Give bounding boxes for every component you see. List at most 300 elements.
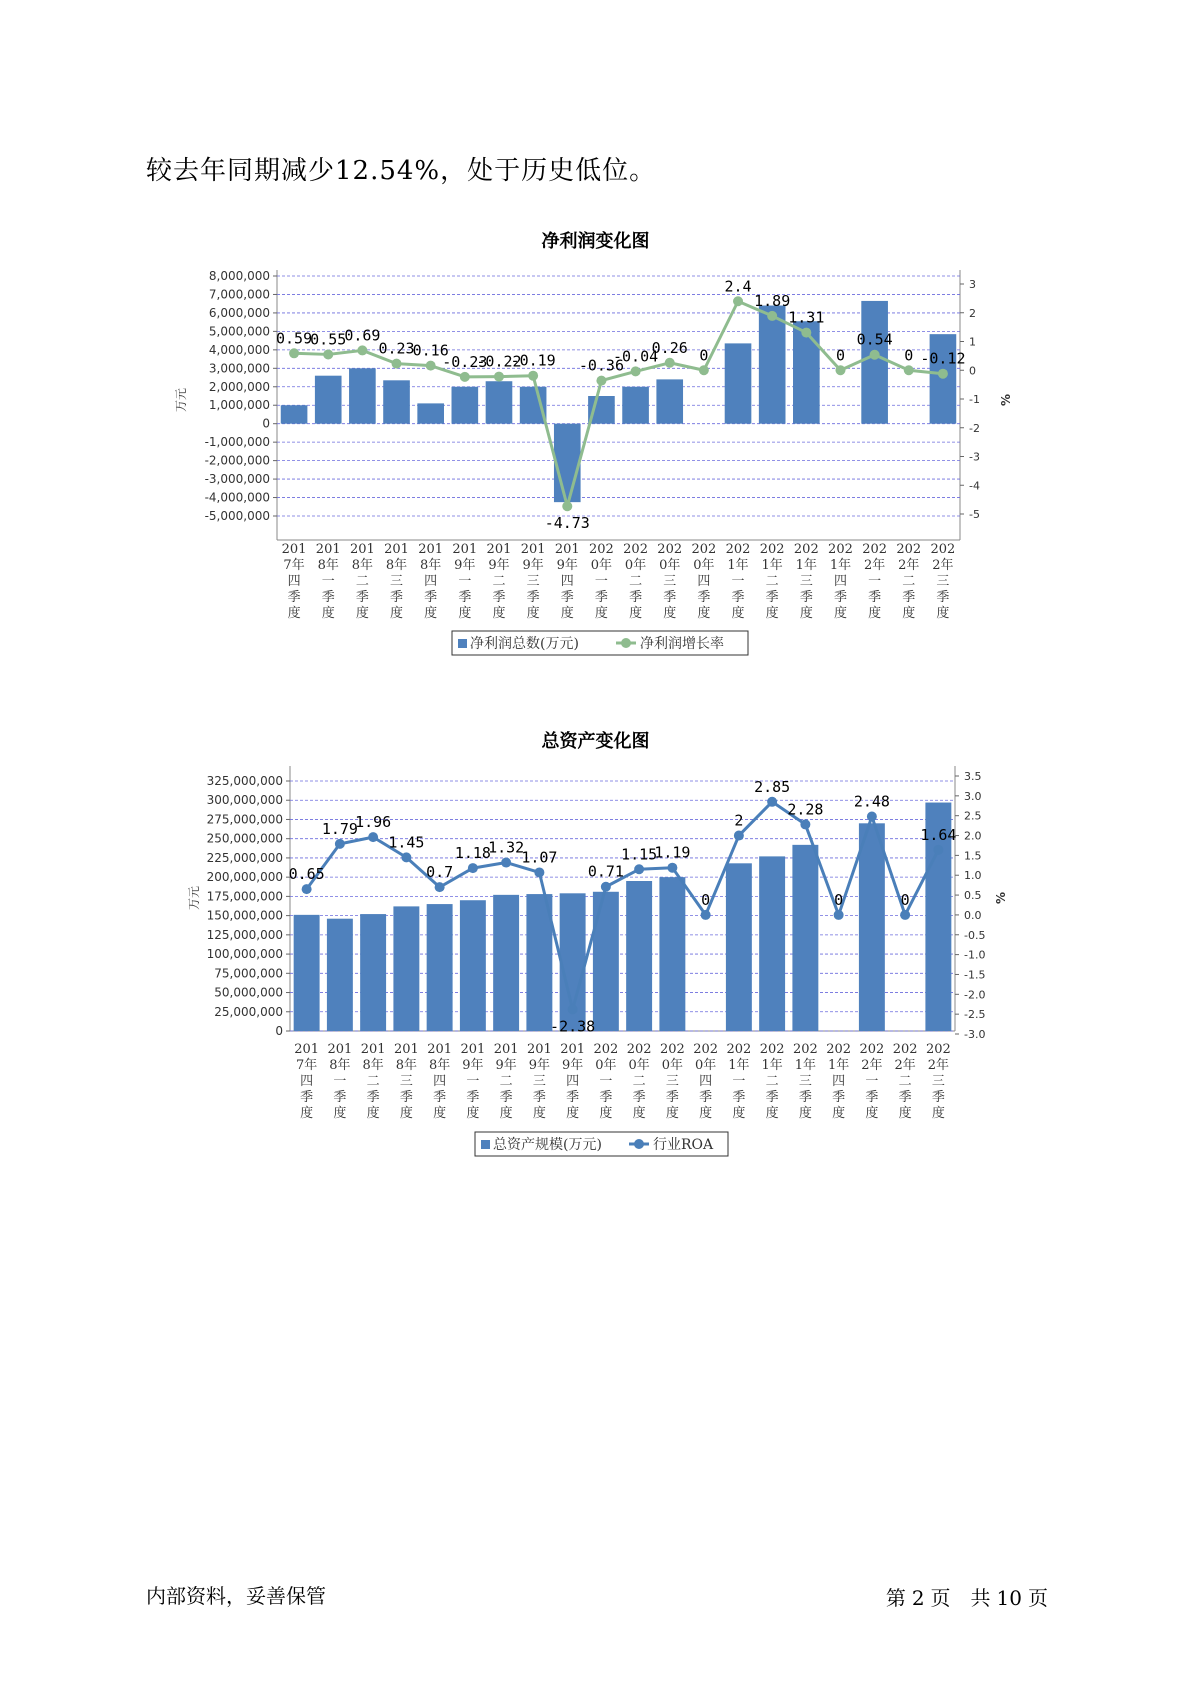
data-label: 1.45 xyxy=(388,833,425,852)
x-tick-label: 季 xyxy=(832,1090,846,1105)
data-label: 1.79 xyxy=(321,819,358,838)
y-tick-label: 4,000,000 xyxy=(208,342,270,357)
line-point xyxy=(835,365,845,375)
x-tick-label: 度 xyxy=(629,606,643,621)
line-point xyxy=(528,371,538,381)
x-tick-label: 三 xyxy=(532,1074,546,1089)
x-tick-label: 201 xyxy=(384,542,409,557)
x-tick-label: 度 xyxy=(433,1106,447,1121)
x-tick-label: 201 xyxy=(560,1042,586,1057)
x-tick-label: 一 xyxy=(865,1074,879,1089)
y-tick-label: 3,000,000 xyxy=(208,361,270,376)
x-tick-label: 度 xyxy=(390,606,404,621)
data-label: 0.7 xyxy=(426,863,454,882)
x-tick-label: 0年 xyxy=(628,1058,650,1073)
x-tick-label: 三 xyxy=(665,1074,679,1089)
data-label: 0 xyxy=(900,890,910,909)
page-current: 2 xyxy=(911,1586,925,1610)
y-tick-label: 50,000,000 xyxy=(214,985,283,1000)
bar xyxy=(417,403,444,423)
bar xyxy=(659,877,685,1031)
y2-axis-title: % xyxy=(999,393,1013,407)
y-tick-label: 150,000,000 xyxy=(206,908,283,923)
page-mid: 页 共 xyxy=(930,1586,991,1610)
x-tick-label: 202 xyxy=(593,1042,619,1057)
x-tick-label: 度 xyxy=(355,606,369,621)
x-tick-label: 三 xyxy=(399,1074,413,1089)
y2-tick-label: -2 xyxy=(969,421,980,435)
x-tick-label: 201 xyxy=(526,1042,552,1057)
x-tick-label: 度 xyxy=(466,1106,480,1121)
x-tick-label: 8年 xyxy=(385,558,408,573)
x-tick-label: 0年 xyxy=(693,558,715,573)
bar xyxy=(360,914,386,1031)
bar xyxy=(593,892,619,1031)
y2-axis-title: % xyxy=(994,891,1008,905)
x-tick-label: 201 xyxy=(427,1042,453,1057)
y2-tick-label: 3 xyxy=(969,278,976,291)
x-tick-label: 三 xyxy=(663,574,677,589)
x-tick-label: 9年 xyxy=(556,558,578,573)
line-point xyxy=(900,910,910,920)
line-point xyxy=(667,863,677,873)
x-tick-label: 度 xyxy=(902,606,916,621)
bar xyxy=(349,368,376,423)
x-tick-label: 季 xyxy=(566,1090,580,1105)
line-point xyxy=(699,365,709,375)
x-tick-label: 201 xyxy=(493,1042,519,1057)
y-tick-label: 8,000,000 xyxy=(208,269,270,283)
x-tick-label: 9年 xyxy=(454,558,476,573)
data-label: 0.26 xyxy=(651,338,688,357)
y-tick-label: -1,000,000 xyxy=(204,435,270,450)
x-tick-label: 202 xyxy=(930,542,956,557)
x-tick-label: 度 xyxy=(499,1106,513,1121)
x-tick-label: 202 xyxy=(793,542,819,557)
x-tick-label: 一 xyxy=(321,574,335,589)
line-point xyxy=(460,372,470,382)
x-tick-label: 度 xyxy=(898,1106,912,1121)
data-label: 2 xyxy=(734,811,744,830)
x-tick-label: 201 xyxy=(393,1042,419,1057)
y2-tick-label: 0.0 xyxy=(964,908,982,922)
line-point xyxy=(767,311,777,321)
x-tick-label: 9年 xyxy=(488,558,510,573)
x-tick-label: 201 xyxy=(520,542,546,557)
x-tick-label: 2年 xyxy=(898,558,920,573)
x-tick-label: 9年 xyxy=(462,1058,484,1073)
x-tick-label: 四 xyxy=(833,574,847,589)
data-label: 2.85 xyxy=(754,777,791,796)
y-tick-label: 75,000,000 xyxy=(214,966,283,981)
y-tick-label: 25,000,000 xyxy=(214,1004,283,1019)
data-label: 0.69 xyxy=(344,326,381,345)
y2-tick-label: 1 xyxy=(969,335,976,349)
x-tick-label: 一 xyxy=(731,574,745,589)
y-tick-label: 125,000,000 xyxy=(206,927,283,942)
page-total: 10 xyxy=(996,1586,1022,1610)
y-tick-label: 250,000,000 xyxy=(206,831,283,846)
line-point xyxy=(938,369,948,379)
data-label: 0.55 xyxy=(310,330,347,349)
x-tick-label: 201 xyxy=(315,542,341,557)
bar xyxy=(859,823,885,1031)
bar xyxy=(759,306,786,424)
x-tick-label: 202 xyxy=(925,1042,951,1057)
x-tick-label: 季 xyxy=(355,590,369,605)
y2-tick-label: 1.0 xyxy=(964,869,982,883)
bar xyxy=(452,387,479,424)
legend-label: 总资产规模(万元) xyxy=(493,1137,602,1153)
line-point xyxy=(302,884,312,894)
y-tick-label: 0 xyxy=(275,1024,283,1038)
data-label: -0.22 xyxy=(476,352,522,371)
x-tick-label: 度 xyxy=(868,606,882,621)
x-tick-label: 201 xyxy=(452,542,478,557)
bar xyxy=(493,895,519,1031)
data-label: 1.19 xyxy=(654,843,691,862)
x-tick-label: 202 xyxy=(896,542,922,557)
y-tick-label: 175,000,000 xyxy=(206,889,283,904)
x-tick-label: 度 xyxy=(799,606,813,621)
data-label: 1.96 xyxy=(355,813,392,832)
x-tick-label: 度 xyxy=(865,1106,879,1121)
legend-swatch-point xyxy=(621,638,631,648)
line-point xyxy=(933,845,943,855)
data-label: 1.15 xyxy=(621,845,658,864)
x-tick-label: 8年 xyxy=(317,558,339,573)
legend xyxy=(452,631,748,655)
x-tick-label: 201 xyxy=(294,1042,320,1057)
x-tick-label: 202 xyxy=(862,542,888,557)
x-tick-label: 季 xyxy=(936,590,950,605)
x-tick-label: 202 xyxy=(589,542,614,557)
x-tick-label: 季 xyxy=(731,590,745,605)
x-tick-label: 一 xyxy=(466,1074,480,1089)
x-tick-label: 8年 xyxy=(395,1058,418,1073)
x-tick-label: 度 xyxy=(300,1106,314,1121)
x-tick-label: 季 xyxy=(665,1090,679,1105)
x-tick-label: 0年 xyxy=(659,558,681,573)
x-tick-label: 二 xyxy=(765,574,779,589)
x-tick-label: 201 xyxy=(360,1042,386,1057)
y2-tick-label: -3 xyxy=(969,450,980,464)
line-point xyxy=(701,910,711,920)
bar xyxy=(294,915,320,1031)
x-tick-label: 度 xyxy=(321,606,335,621)
x-tick-label: 8年 xyxy=(428,1058,451,1073)
y-axis-title: 万元 xyxy=(187,885,201,911)
bar xyxy=(327,919,353,1031)
y2-tick-label: -1 xyxy=(969,393,980,406)
x-tick-label: 1年 xyxy=(761,1058,783,1073)
x-tick-label: 度 xyxy=(833,606,847,621)
data-label: 0 xyxy=(701,890,711,909)
bar xyxy=(626,881,652,1031)
x-tick-label: 季 xyxy=(433,1090,447,1105)
line-point xyxy=(323,349,333,359)
y-axis-title: 万元 xyxy=(174,387,188,413)
x-tick-label: 度 xyxy=(566,1106,580,1121)
y2-tick-label: -4 xyxy=(969,479,980,493)
x-tick-label: 季 xyxy=(865,1090,879,1105)
y2-tick-label: 2.0 xyxy=(964,829,982,843)
line-point xyxy=(733,296,743,306)
x-tick-label: 季 xyxy=(732,1090,746,1105)
x-tick-label: 季 xyxy=(333,1090,347,1105)
x-tick-label: 201 xyxy=(486,542,512,557)
y2-tick-label: 2 xyxy=(969,306,976,320)
data-label: 1.18 xyxy=(454,844,491,863)
y-tick-label: 300,000,000 xyxy=(206,793,283,808)
y2-tick-label: 2.5 xyxy=(964,809,982,823)
x-tick-label: 0年 xyxy=(595,1058,617,1073)
y-tick-label: -4,000,000 xyxy=(204,490,270,505)
x-tick-label: 三 xyxy=(799,574,813,589)
x-tick-label: 度 xyxy=(663,606,677,621)
x-tick-label: 四 xyxy=(300,1074,314,1089)
data-label: 0.59 xyxy=(276,329,313,348)
x-tick-label: 9年 xyxy=(495,1058,517,1073)
x-tick-label: 2年 xyxy=(927,1058,950,1073)
x-tick-label: 度 xyxy=(931,1106,945,1121)
x-tick-label: 季 xyxy=(390,590,404,605)
line-point xyxy=(289,348,299,358)
line-point xyxy=(867,811,877,821)
data-label: 0 xyxy=(904,346,914,365)
bar xyxy=(759,856,785,1031)
line-point xyxy=(435,882,445,892)
y2-tick-label: 3.5 xyxy=(964,770,982,783)
x-tick-label: 度 xyxy=(936,606,950,621)
line-point xyxy=(426,361,436,371)
x-tick-label: 一 xyxy=(458,574,472,589)
x-tick-label: 季 xyxy=(499,1090,513,1105)
chart1-title: 净利润变化图 xyxy=(541,231,650,252)
line-point xyxy=(870,350,880,360)
x-tick-label: 202 xyxy=(759,1042,785,1057)
x-tick-label: 季 xyxy=(663,590,677,605)
y2-tick-label: -5 xyxy=(969,508,980,521)
x-tick-label: 季 xyxy=(458,590,472,605)
data-label: 0.16 xyxy=(412,341,449,360)
x-tick-label: 四 xyxy=(697,574,711,589)
x-tick-label: 1年 xyxy=(761,558,783,573)
bar xyxy=(726,863,752,1031)
intro-text: 较去年同期减少12.54%，处于历史低位。 xyxy=(146,156,657,186)
x-tick-label: 度 xyxy=(287,606,301,621)
y2-tick-label: -1.0 xyxy=(964,948,986,962)
x-tick-label: 二 xyxy=(765,1074,779,1089)
x-tick-label: 0年 xyxy=(694,1058,717,1073)
bar xyxy=(725,343,752,423)
x-tick-label: 8年 xyxy=(420,558,442,573)
y-tick-label: 5,000,000 xyxy=(208,324,270,339)
line-point xyxy=(468,863,478,873)
line-point xyxy=(904,365,914,375)
x-tick-label: 度 xyxy=(665,1106,679,1121)
x-tick-label: 三 xyxy=(526,574,540,589)
x-tick-label: 度 xyxy=(697,606,711,621)
x-tick-label: 季 xyxy=(532,1090,546,1105)
x-tick-label: 202 xyxy=(623,542,648,557)
data-label: 0.65 xyxy=(288,865,325,884)
x-tick-label: 202 xyxy=(859,1042,885,1057)
x-tick-label: 8年 xyxy=(351,558,374,573)
line-point xyxy=(335,839,345,849)
page-suffix: 页 xyxy=(1028,1586,1048,1610)
x-tick-label: 201 xyxy=(460,1042,486,1057)
x-tick-label: 2年 xyxy=(932,558,954,573)
line-point xyxy=(392,359,402,369)
chart2-title: 总资产变化图 xyxy=(541,731,650,752)
x-tick-label: 季 xyxy=(366,1090,380,1105)
x-tick-label: 202 xyxy=(828,542,853,557)
data-label: 1.07 xyxy=(521,848,558,867)
x-tick-label: 202 xyxy=(657,542,683,557)
x-tick-label: 度 xyxy=(832,1106,846,1121)
x-tick-label: 三 xyxy=(798,1074,812,1089)
x-tick-label: 度 xyxy=(765,606,779,621)
line-point xyxy=(734,831,744,841)
x-tick-label: 四 xyxy=(832,1074,846,1089)
x-tick-label: 度 xyxy=(699,1106,713,1121)
x-tick-label: 一 xyxy=(333,1074,347,1089)
footer-note: 内部资料，妥善保管 xyxy=(146,1584,326,1608)
x-tick-label: 1年 xyxy=(728,1058,750,1073)
x-tick-label: 1年 xyxy=(794,1058,817,1073)
y2-tick-label: 0.5 xyxy=(964,889,982,903)
x-tick-label: 1年 xyxy=(829,558,852,573)
y2-tick-label: 1.5 xyxy=(964,849,982,863)
y-tick-label: 325,000,000 xyxy=(206,774,283,788)
data-label: -0.36 xyxy=(578,356,625,375)
line-point xyxy=(562,501,572,511)
x-tick-label: 1年 xyxy=(727,558,749,573)
y-tick-label: 275,000,000 xyxy=(206,812,283,827)
y-tick-label: 7,000,000 xyxy=(208,287,270,302)
x-tick-label: 季 xyxy=(868,590,882,605)
line-point xyxy=(631,366,641,376)
x-tick-label: 二 xyxy=(898,1074,912,1089)
x-tick-label: 季 xyxy=(287,590,301,605)
y2-tick-label: -3.0 xyxy=(964,1028,986,1041)
data-label: 1.64 xyxy=(920,825,957,844)
x-tick-label: 201 xyxy=(554,542,580,557)
x-tick-label: 季 xyxy=(492,590,506,605)
bar xyxy=(393,906,419,1031)
y-tick-label: 200,000,000 xyxy=(206,870,283,885)
y-tick-label: 1,000,000 xyxy=(208,398,270,413)
data-label: -0.19 xyxy=(510,351,556,370)
line-point xyxy=(801,328,811,338)
bar xyxy=(427,904,453,1031)
x-tick-label: 三 xyxy=(936,574,950,589)
x-tick-label: 8年 xyxy=(362,1058,384,1073)
y2-tick-label: 0 xyxy=(969,364,976,378)
x-tick-label: 2年 xyxy=(894,1058,916,1073)
bar xyxy=(861,301,888,424)
line-point xyxy=(401,852,411,862)
data-label: 0 xyxy=(835,346,845,365)
y2-tick-label: 3.0 xyxy=(964,789,982,803)
x-tick-label: 二 xyxy=(355,574,369,589)
x-tick-label: 季 xyxy=(466,1090,480,1105)
line-point xyxy=(834,910,844,920)
x-tick-label: 202 xyxy=(792,1042,818,1057)
x-tick-label: 度 xyxy=(399,1106,413,1121)
x-tick-label: 202 xyxy=(759,542,785,557)
x-tick-label: 季 xyxy=(300,1090,314,1105)
y-tick-label: -2,000,000 xyxy=(204,453,270,468)
y-tick-label: 0 xyxy=(262,416,270,431)
x-tick-label: 202 xyxy=(691,542,717,557)
x-tick-label: 四 xyxy=(699,1074,713,1089)
data-label: -2.38 xyxy=(550,1017,596,1036)
data-label: 1.32 xyxy=(488,838,525,857)
data-label: 0.71 xyxy=(587,862,624,881)
x-tick-label: 季 xyxy=(765,590,779,605)
bar xyxy=(315,376,342,424)
page-prefix: 第 xyxy=(885,1586,906,1610)
line-point xyxy=(767,797,777,807)
bar xyxy=(383,380,410,423)
x-tick-label: 度 xyxy=(532,1106,546,1121)
x-tick-label: 二 xyxy=(629,574,643,589)
x-tick-label: 度 xyxy=(366,1106,380,1121)
net-profit-chart xyxy=(0,250,1191,710)
data-label: 1.89 xyxy=(754,291,791,310)
y-tick-label: 6,000,000 xyxy=(208,305,270,320)
y2-tick-label: -1.5 xyxy=(964,968,986,982)
line-point xyxy=(665,358,675,368)
legend-label: 行业ROA xyxy=(653,1137,714,1153)
data-label: 0 xyxy=(699,346,709,365)
x-tick-label: 季 xyxy=(798,1090,812,1105)
x-tick-label: 7年 xyxy=(283,558,305,573)
x-tick-label: 度 xyxy=(458,606,472,621)
y-tick-label: 225,000,000 xyxy=(206,850,283,865)
x-tick-label: 202 xyxy=(892,1042,918,1057)
bar xyxy=(486,381,513,423)
x-tick-label: 三 xyxy=(931,1074,945,1089)
x-tick-label: 季 xyxy=(321,590,335,605)
x-tick-label: 四 xyxy=(424,574,438,589)
x-tick-label: 季 xyxy=(765,1090,779,1105)
x-tick-label: 度 xyxy=(765,1106,779,1121)
x-tick-label: 202 xyxy=(725,542,751,557)
x-tick-label: 201 xyxy=(349,542,375,557)
x-tick-label: 度 xyxy=(599,1106,613,1121)
data-label: 2.4 xyxy=(724,277,752,296)
x-tick-label: 度 xyxy=(798,1106,812,1121)
legend-label: 净利润总数(万元) xyxy=(470,636,579,652)
x-tick-label: 季 xyxy=(399,1090,413,1105)
data-label: 2.28 xyxy=(787,800,824,819)
x-tick-label: 季 xyxy=(898,1090,912,1105)
y-tick-label: -3,000,000 xyxy=(204,472,270,487)
line-point xyxy=(634,864,644,874)
x-tick-label: 0年 xyxy=(590,558,613,573)
x-tick-label: 一 xyxy=(594,574,608,589)
x-tick-label: 度 xyxy=(492,606,506,621)
data-label: 2.48 xyxy=(853,792,890,811)
x-tick-label: 三 xyxy=(390,574,404,589)
x-tick-label: 二 xyxy=(499,1074,513,1089)
line-point xyxy=(596,376,606,386)
x-tick-label: 202 xyxy=(626,1042,652,1057)
legend-label: 净利润增长率 xyxy=(640,636,724,652)
